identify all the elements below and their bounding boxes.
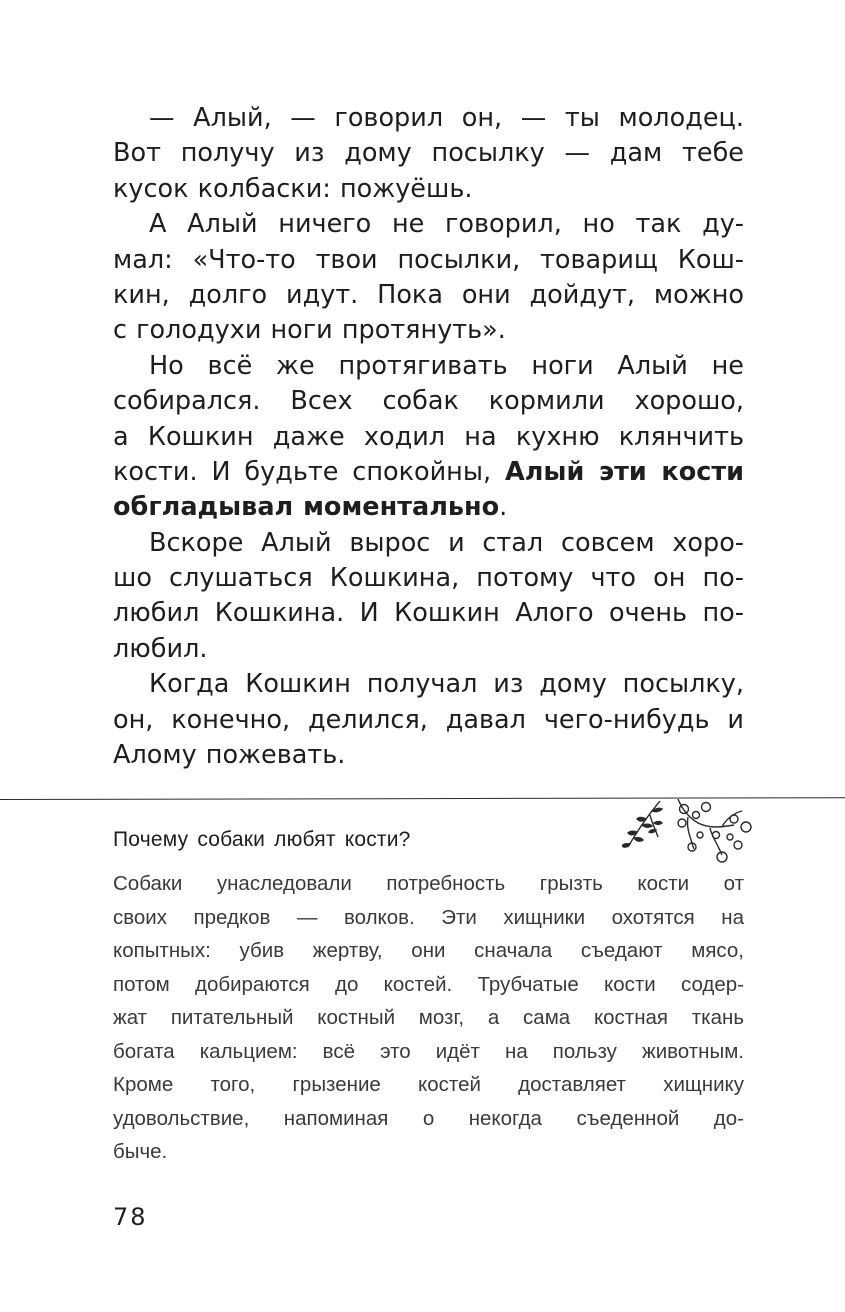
note-line: копытных: убив жертву, они сначала съедают мясо, xyxy=(113,939,744,962)
note-line: своих предков — волков. Эти хищники охотятся на xyxy=(113,905,744,929)
story-line: Но всё же протягивать ноги Алый не xyxy=(149,350,744,381)
story-line: Вскоре Алый вырос и стал совсем хоро- xyxy=(149,527,744,558)
story-line: А Алый ничего не говорил, но так ду- xyxy=(149,209,744,240)
story-line: Алому пожевать. xyxy=(113,740,346,771)
story-line: Когда Кошкин получал из дому посылку, xyxy=(149,669,744,700)
story-line: кусок колбаски: пожуёшь. xyxy=(113,173,473,204)
note-line: бычe. xyxy=(113,1140,168,1163)
note-line: Собаки унаследовали потребность грызть кости от xyxy=(113,872,744,895)
note-line: удовольствие, напоминая о некогда съеденной до- xyxy=(113,1106,744,1130)
story-text-run: . xyxy=(499,492,508,523)
story-line xyxy=(113,490,744,525)
story-line: шо слушаться Кошкина, потому что он по- xyxy=(113,563,744,594)
berry-branch-icon xyxy=(622,797,752,867)
story-line: любил. xyxy=(113,633,208,664)
story-line: мал: «Что-то твои посылки, товарищ Кош- xyxy=(113,244,744,275)
story-line: собирался. Всех собак кормили хорошо, xyxy=(113,386,744,417)
story-text xyxy=(113,101,744,773)
story-line: с голодухи ноги протянуть». xyxy=(113,315,506,346)
note-title: Почему собаки любят кости? xyxy=(113,828,411,851)
story-text-run: кости. И будьте спокойны, xyxy=(113,456,492,487)
note-line: потом добираются до костей. Трубчатые кости содер- xyxy=(113,972,744,996)
story-line: а Кошкин даже ходил на кухню клянчить xyxy=(113,421,744,452)
story-line: — Алый, — говорил он, — ты молодец. xyxy=(149,103,744,133)
note-line: богата кальцием: всё это идёт на пользу животным. xyxy=(113,1039,744,1063)
note-line: жат питательный костный мозг, а сама костная ткань xyxy=(113,1006,744,1029)
story-line: Вот получу из дому посылку — дам тебе xyxy=(113,138,744,169)
note-text xyxy=(113,867,744,1169)
page-number: 78 xyxy=(113,1203,148,1231)
story-line: он, конечно, делился, давал чего-нибудь и xyxy=(113,704,744,735)
story-line: кин, долго идут. Пока они дойдут, можно xyxy=(113,279,744,310)
story-line: любил Кошкина. И Кошкин Алого очень по- xyxy=(113,598,744,629)
story-line xyxy=(113,455,744,490)
note-line: Кроме того, грызение костей доставляет хищнику xyxy=(113,1073,744,1096)
bold-phrase: обгладывал моментально xyxy=(113,492,500,523)
bold-phrase: Алый эти кости xyxy=(504,456,744,487)
